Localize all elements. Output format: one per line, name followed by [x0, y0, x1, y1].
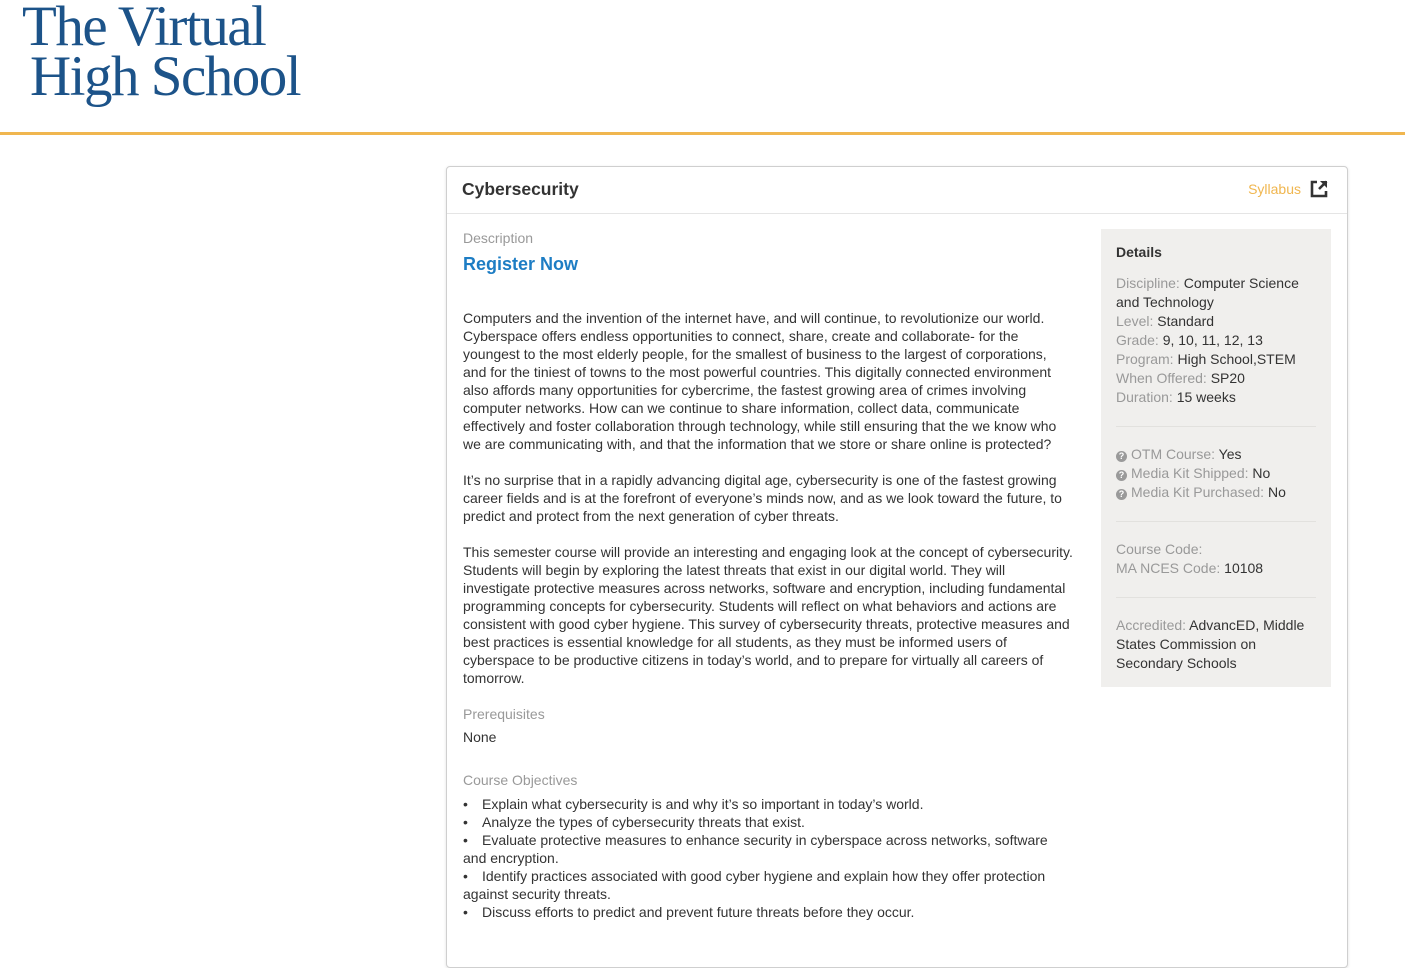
details-title: Details	[1116, 244, 1162, 260]
objective-item	[463, 867, 1073, 903]
detail-value: AdvancED, Middle States Commission on Secondary Schools	[1116, 617, 1305, 671]
detail-grade	[1116, 331, 1316, 350]
bullet: •	[463, 868, 468, 884]
details-divider	[1116, 521, 1316, 522]
syllabus-button[interactable]	[1248, 179, 1329, 199]
description-text	[463, 309, 1073, 687]
prerequisites-label: Prerequisites	[463, 706, 545, 722]
detail-otm-course	[1116, 445, 1316, 464]
logo-line-2: High School	[30, 45, 301, 108]
course-panel-header	[447, 167, 1347, 214]
prerequisites-value: None	[463, 729, 497, 745]
description-label: Description	[463, 230, 534, 246]
details-divider	[1116, 597, 1316, 598]
objective-item	[463, 795, 1073, 813]
detail-value: High School,STEM	[1177, 351, 1296, 367]
detail-media-kit-purchased	[1116, 483, 1316, 502]
bullet: •	[463, 796, 468, 812]
site-header	[0, 0, 1405, 133]
help-icon[interactable]: ?	[1116, 470, 1127, 481]
detail-label: Grade:	[1116, 332, 1159, 348]
vhs-logo[interactable]	[22, 0, 301, 108]
detail-label: Media Kit Shipped:	[1131, 465, 1249, 481]
detail-label: Course Code:	[1116, 541, 1203, 557]
detail-discipline	[1116, 274, 1316, 312]
objective-text: Identify practices associated with good cyber hygiene and explain how they offer protection against security threats.	[463, 868, 1046, 902]
objective-text: Explain what cybersecurity is and why it’s so important in today’s world.	[482, 796, 924, 812]
bullet: •	[463, 814, 468, 830]
detail-value: 10108	[1224, 560, 1264, 576]
detail-label: Duration:	[1116, 389, 1173, 405]
objective-text: Evaluate protective measures to enhance security in cyberspace across networks, software and encryption.	[463, 832, 1048, 866]
objective-text: Analyze the types of cybersecurity threats that exist.	[482, 814, 805, 830]
external-link-icon[interactable]	[1309, 179, 1329, 199]
details-divider	[1116, 426, 1316, 427]
bullet: •	[463, 904, 468, 920]
detail-value: No	[1252, 465, 1271, 481]
detail-label: Level:	[1116, 313, 1154, 329]
detail-value: SP20	[1210, 370, 1245, 386]
detail-value: 15 weeks	[1176, 389, 1236, 405]
logo-line-1: The Virtual	[22, 0, 266, 58]
bullet: •	[463, 832, 468, 848]
objectives-list	[463, 795, 1073, 921]
description-paragraph: It’s no surprise that in a rapidly advancing digital age, cybersecurity is one of the fastest growing career fields and is at the forefront of everyone’s minds now, and as we look toward the future, to predict and protect from the next generation of cyber threats.	[463, 472, 1062, 524]
header-divider	[0, 132, 1405, 135]
description-paragraph: This semester course will provide an interesting and engaging look at the concept of cybersecurity. Students will begin by exploring the latest threats that exist in our digital world. They will investigate protective measures across networks, software and encryption, including fundamental programming concepts for cybersecurity. Students will reflect on what behaviors and actions are consistent with good cyber hygiene. This survey of cybersecurity threats, protective measures and best practices is essential knowledge for all students, as they must be informed users of cyberspace to be productive citizens in today’s world, and to prepare for virtually all careers of tomorrow.	[463, 544, 1073, 686]
register-now-link[interactable]: Register Now	[463, 254, 579, 274]
detail-value: No	[1267, 484, 1286, 500]
detail-value: 9, 10, 11, 12, 13	[1162, 332, 1263, 348]
objective-text: Discuss efforts to predict and prevent future threats before they occur.	[482, 904, 915, 920]
detail-label: MA NCES Code:	[1116, 560, 1221, 576]
course-title: Cybersecurity	[462, 179, 579, 199]
objectives-label: Course Objectives	[463, 772, 578, 788]
syllabus-link[interactable]: Syllabus	[1248, 181, 1301, 197]
detail-label: When Offered:	[1116, 370, 1207, 386]
description-paragraph: Computers and the invention of the internet have, and will continue, to revolutionize our world. Cyberspace offers endless opportunities to connect, share, create and collaborate- for the youngest to the most elderly people, for the smallest of business to the largest of corporations, and for the tiniest of towns to the most powerful countries. This digitally connected environment also affords many opportunities for cybercrime, the fastest growing area of crimes involving computer networks. How can we continue to share information, collect data, communicate effectively and foster collaboration through technology, while still ensuring that the we know who we are communicating with, and that the information that we store or share online is protected?	[463, 310, 1057, 452]
detail-label: Accredited:	[1116, 617, 1187, 633]
detail-level	[1116, 312, 1316, 331]
detail-value: Yes	[1218, 446, 1242, 462]
detail-accredited	[1116, 616, 1316, 673]
detail-nces-code	[1116, 559, 1316, 578]
course-description	[463, 229, 1073, 921]
detail-label: Media Kit Purchased:	[1131, 484, 1265, 500]
detail-duration	[1116, 388, 1316, 407]
detail-program	[1116, 350, 1316, 369]
details-sidebar	[1101, 229, 1331, 687]
detail-value: Standard	[1157, 313, 1215, 329]
detail-value: Computer Science and Technology	[1116, 275, 1299, 310]
detail-when-offered	[1116, 369, 1316, 388]
detail-media-kit-shipped	[1116, 464, 1316, 483]
detail-course-code	[1116, 540, 1316, 559]
help-icon[interactable]: ?	[1116, 489, 1127, 500]
detail-label: OTM Course:	[1131, 446, 1216, 462]
detail-label: Program:	[1116, 351, 1174, 367]
help-icon[interactable]: ?	[1116, 451, 1127, 462]
detail-label: Discipline:	[1116, 275, 1180, 291]
course-panel	[446, 166, 1348, 968]
objective-item	[463, 831, 1073, 867]
objective-item	[463, 813, 1073, 831]
objective-item	[463, 903, 1073, 921]
